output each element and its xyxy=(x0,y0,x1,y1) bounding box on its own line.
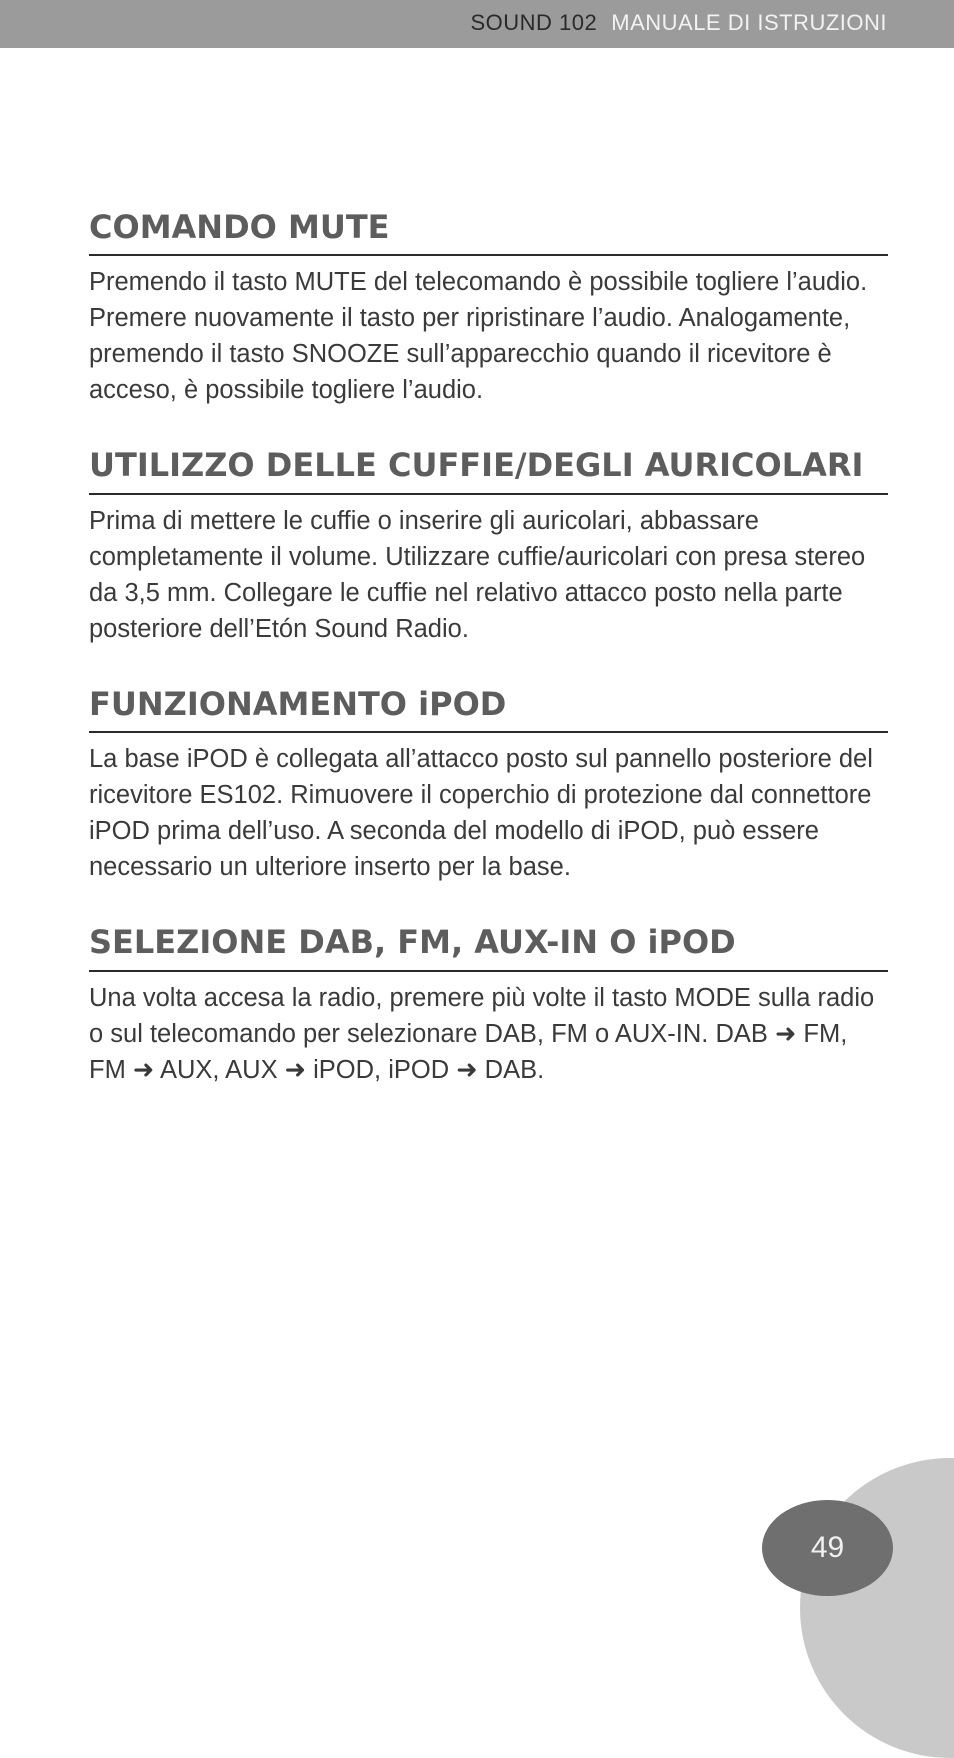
header-bar xyxy=(0,0,954,48)
section-body-ipod: La base iPOD è collegata all’attacco posto sul pannello posteriore del ricevitore ES102. Rimuovere il coperchio di protezione dal connettore iPOD prima dell’uso. A seconda del modello di iPOD, può essere necessario un ulteriore inserto per la base. xyxy=(89,745,873,882)
section-title-ipod: FUNZIONAMENTO iPOD xyxy=(89,685,888,733)
page-content xyxy=(89,208,888,1126)
page-number: 49 xyxy=(810,1531,845,1564)
running-header xyxy=(470,10,887,36)
section-title-headphones: UTILIZZO DELLE CUFFIE/DEGLI AURICOLARI xyxy=(89,446,888,494)
section-title-mode-select: SELEZIONE DAB, FM, AUX-IN O iPOD xyxy=(89,923,888,971)
section-headphones xyxy=(89,446,888,646)
product-name: SOUND 102 xyxy=(470,10,598,35)
section-mode-select xyxy=(89,923,888,1087)
manual-title: MANUALE DI ISTRUZIONI xyxy=(611,10,887,35)
section-title-mute: COMANDO MUTE xyxy=(89,208,888,256)
section-body-headphones: Prima di mettere le cuffie o inserire gli auricolari, abbassare completamente il volume. Utilizzare cuffie/auricolari con presa stereo da 3,5 mm. Collegare le cuffie nel relativo attacco posto nella parte posteriore dell’Etón Sound Radio. xyxy=(89,506,866,643)
section-body-mode-select: Una volta accesa la radio, premere più volte il tasto MODE sulla radio o sul telecomando per selezionare DAB, FM o AUX-IN. DAB ➜ FM, FM ➜ AUX, AUX ➜ iPOD, iPOD ➜ DAB. xyxy=(89,983,875,1084)
section-ipod xyxy=(89,685,888,885)
section-mute xyxy=(89,208,888,408)
section-body-mute: Premendo il tasto MUTE del telecomando è possibile togliere l’audio. Premere nuovamente il tasto per ripristinare l’audio. Analogamente, premendo il tasto SNOOZE sull’apparecchio quando il ricevitore è acceso, è possibile togliere l’audio. xyxy=(89,268,868,405)
